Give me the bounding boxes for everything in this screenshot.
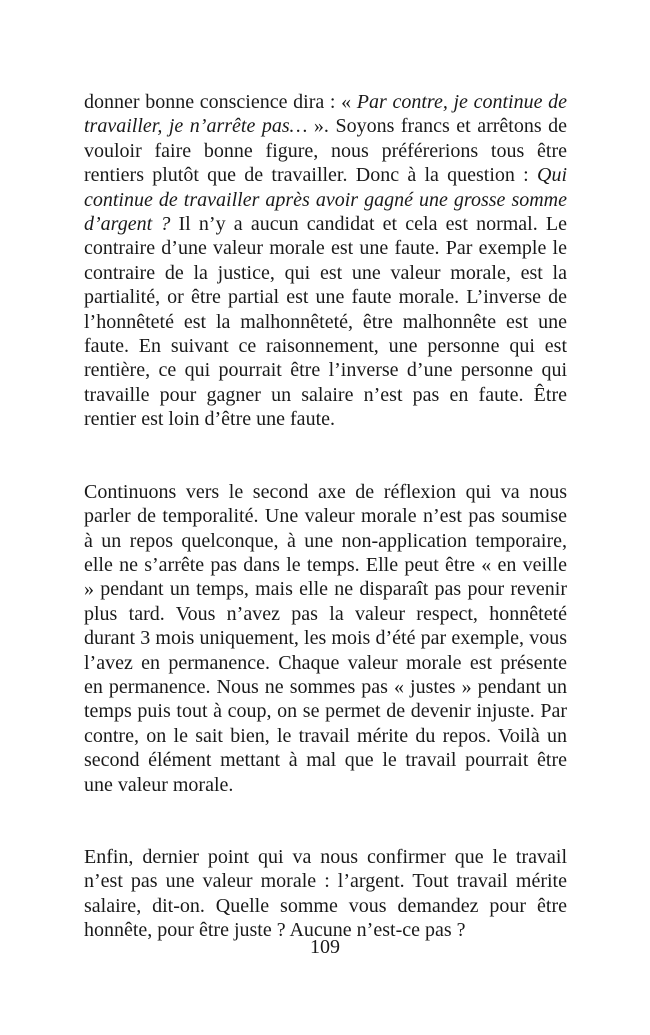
paragraph-1 <box>84 90 567 432</box>
paragraph-2-segment-1: Continuons vers le second axe de réflexion qui va nous parler de temporalité. Une valeur morale n’est pas soumise à un repos quelconque, à une non-application temporaire, elle ne s’arrête pas dans le temps. Elle peut être « en veille » pendant un temps, mais elle ne disparaît pas pour revenir plus tard. Vous n’avez pas la valeur respect, honnêteté durant 3 mois uniquement, les mois d’été par exemple, vous l’avez en permanence. Chaque valeur morale est présente en permanence. Nous ne sommes pas « justes » pendant un temps puis tout à coup, on se permet de devenir injuste. Par contre, on le sait bien, le travail mérite du repos. Voilà un second élément mettant à mal que le travail pourrait être une valeur morale. <box>84 480 567 796</box>
paragraph-1-segment-5: Il n’y a aucun candidat et cela est normal. Le contraire d’une valeur morale est une faute. Par exemple le contraire de la justice, qui est une valeur morale, est la partialité, or être partial est une faute morale. L’inverse de l’honnêteté est la malhonnêteté, être malhonnête est une faute. En suivant ce raisonnement, une personne qui est rentière, ce qui pourrait être l’inverse d’une personne qui travaille pour gagner un salaire n’est pas en faute. Être rentier est loin d’être une faute. <box>84 213 567 431</box>
paragraph-1-segment-4-italic: Qui continue de travailler après avoir gagné une grosse somme d’argent ? <box>84 164 567 236</box>
paragraph-3 <box>84 845 567 943</box>
paragraph-2 <box>84 480 567 797</box>
paragraph-3-segment-1: Enfin, dernier point qui va nous confirmer que le travail n’est pas une valeur morale : l’argent. Tout travail mérite salaire, dit-on. Quelle somme vous demandez pour être honnête, pour être juste ? Aucune n’est-ce pas ? <box>84 845 567 942</box>
paragraph-1-segment-1: donner bonne conscience dira : « <box>84 91 357 113</box>
paragraph-1-segment-3: ». Soyons francs et arrêtons de vouloir faire bonne figure, nous préférerions tous être rentiers plutôt que de travailler. Donc à la question : <box>84 115 567 187</box>
page-body <box>84 90 567 943</box>
page-number: 109 <box>310 936 340 958</box>
paragraph-1-segment-2-italic: Par contre, je continue de travailler, je n’arrête pas… <box>84 91 567 138</box>
